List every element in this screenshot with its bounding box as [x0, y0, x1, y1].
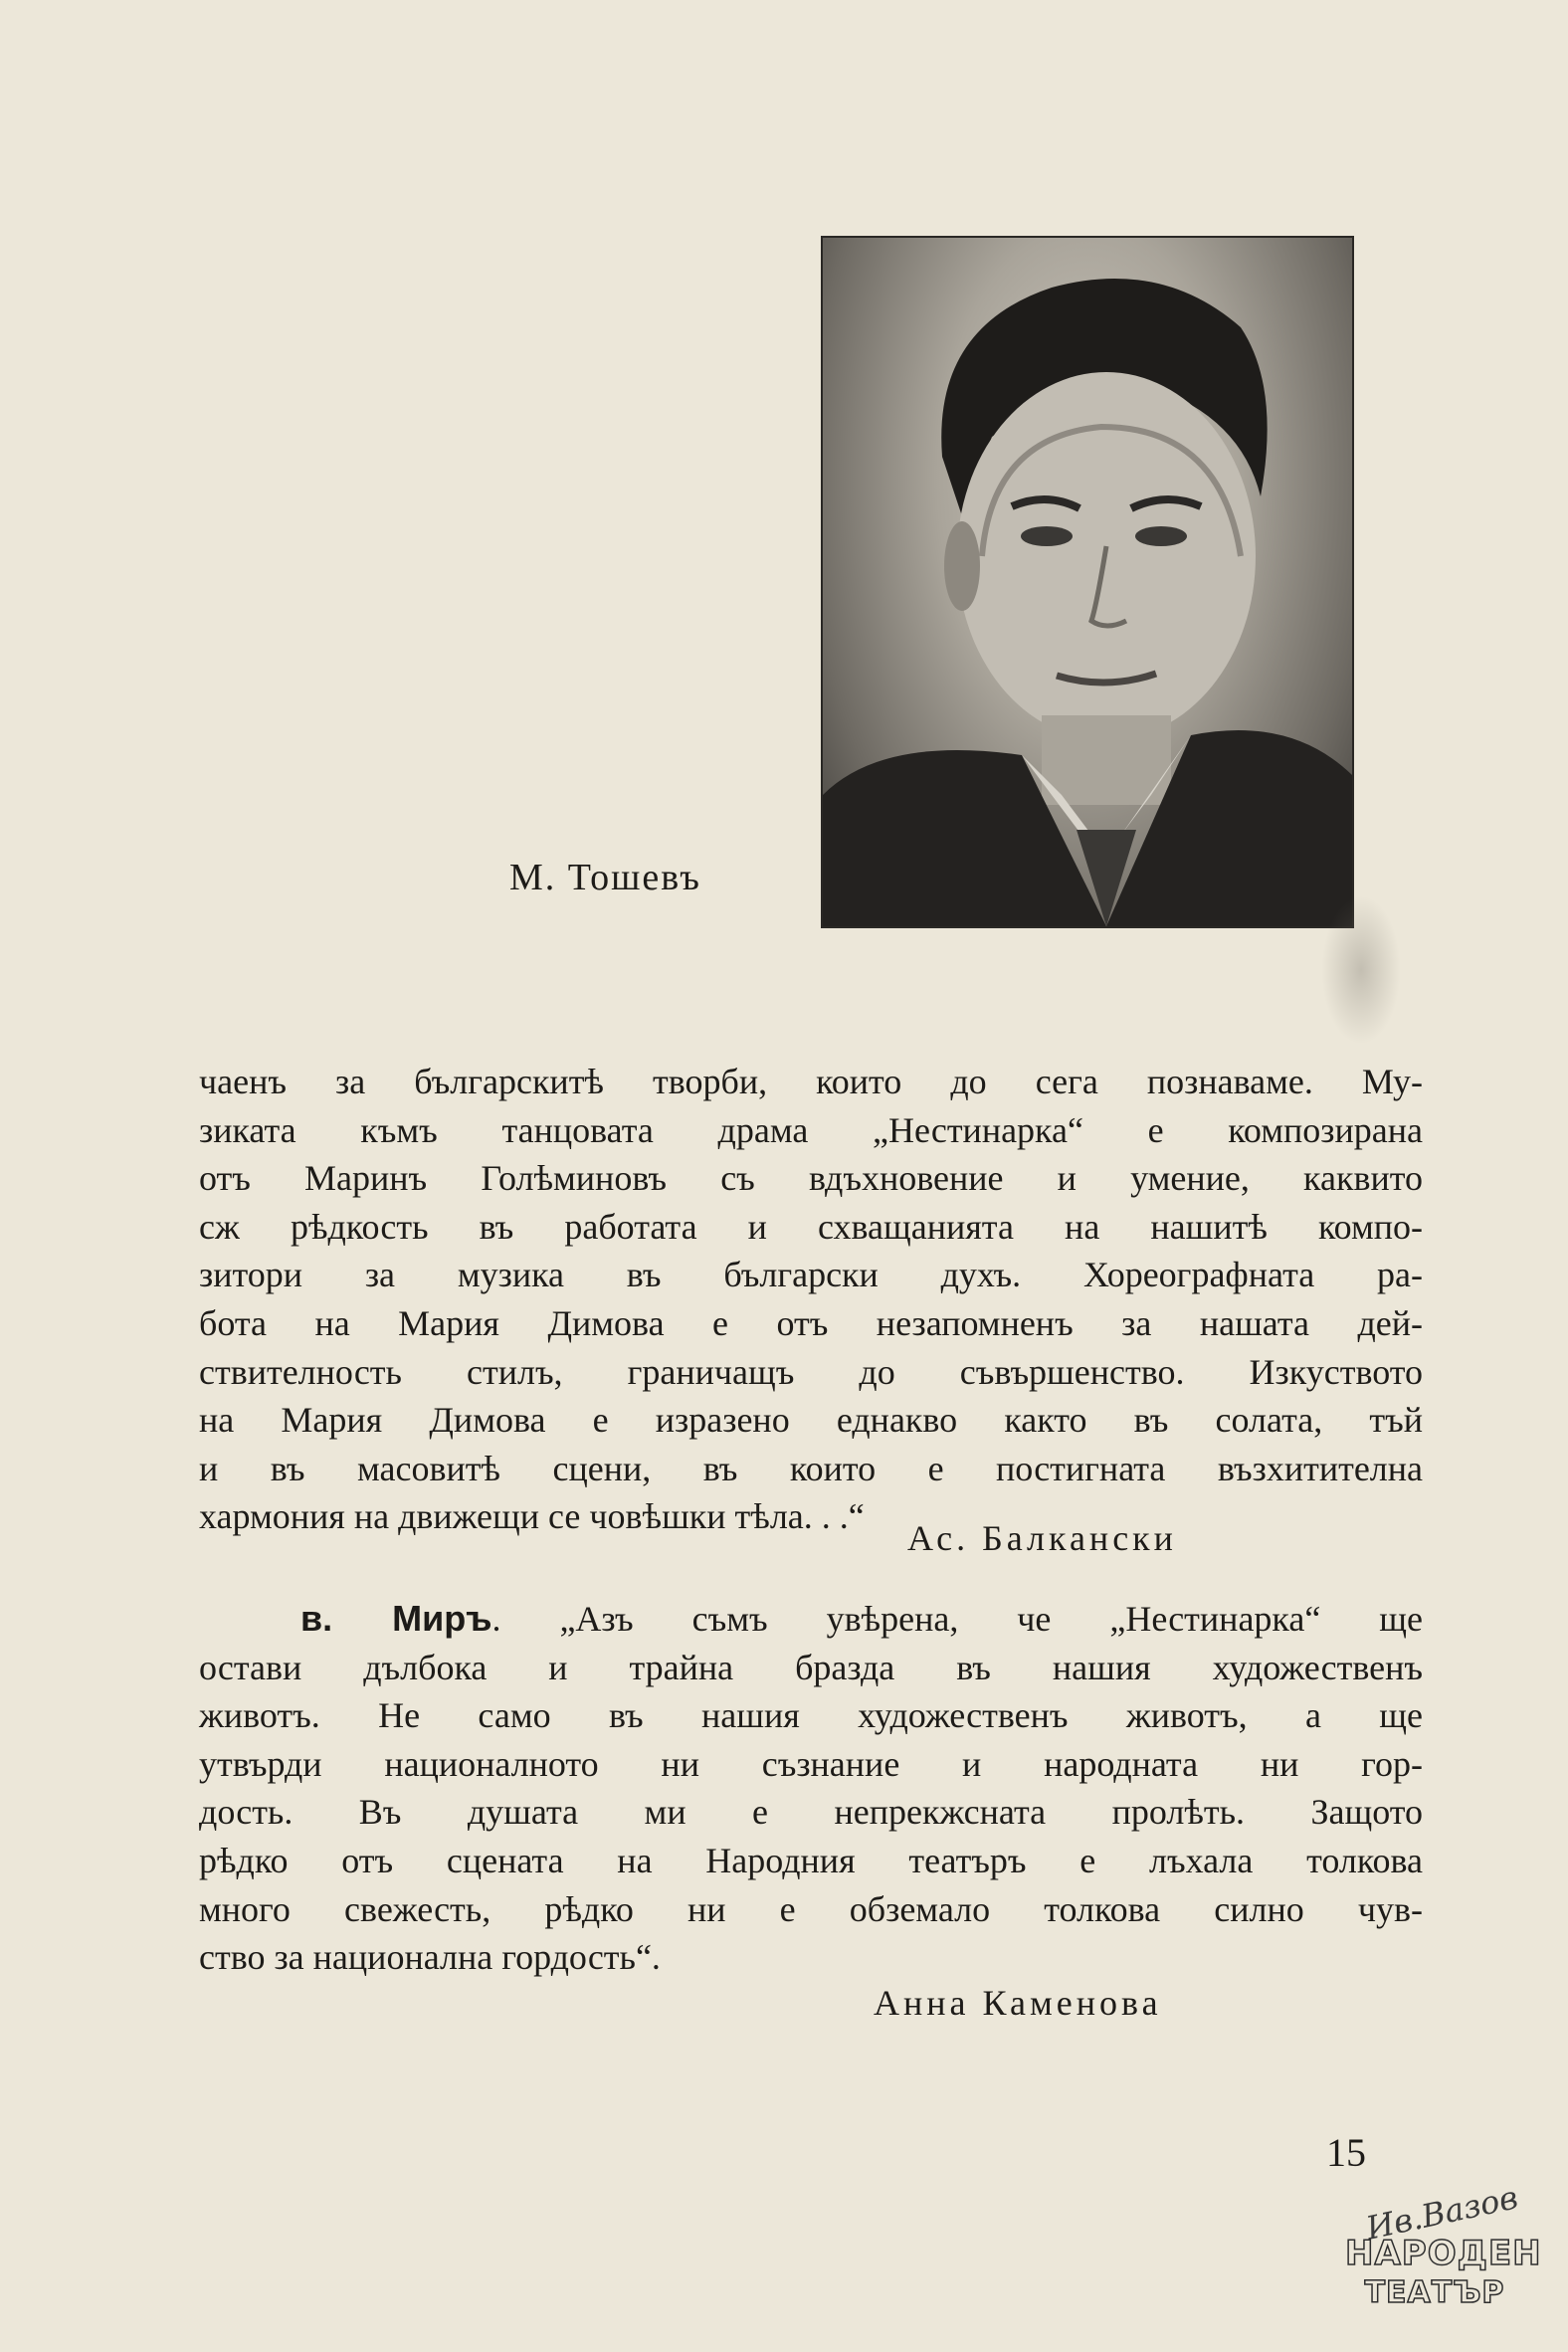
text-line: на Мария Димова е изразено еднакво както въ солата, тъй: [199, 1400, 1423, 1441]
text-line: зитори за музика въ български духъ. Хореографната ра-: [199, 1255, 1423, 1295]
text-line: рѣдко отъ сцената на Народния театъръ е лъхала толкова: [199, 1840, 1423, 1880]
text-line: утвърди националното ни съзнание и народната ни гор-: [199, 1743, 1423, 1784]
portrait-photo: [821, 236, 1354, 928]
text-line: много свежесть, рѣдко ни е обземало толкова силно чув-: [199, 1888, 1423, 1929]
text-line: остави дълбока и трайна бразда въ нашия художественъ: [199, 1647, 1423, 1687]
theatre-stamp-logo: [1345, 2178, 1542, 2323]
text-line: [199, 1595, 1423, 1644]
stamp-signature: Ив.Вазов: [1362, 2178, 1521, 2248]
text-line: хармония на движещи се човѣшки тѣла. . .“: [199, 1496, 865, 1537]
text-line: животъ. Не само въ нашия художественъ животъ, а ще: [199, 1695, 1423, 1736]
source-name: в. Миръ: [300, 1598, 492, 1639]
text-line: отъ Маринъ Голѣминовъ съ вдъхновение и умение, каквито: [199, 1158, 1423, 1199]
stamp-line-2: ТЕАТЪР: [1364, 2275, 1505, 2310]
text-line: дость. Въ душата ми е непрекжсната пролѣть. Защото: [199, 1792, 1423, 1833]
text-line: бота на Мария Димова е отъ незапомненъ за нашата дей-: [199, 1302, 1423, 1343]
text-line: зиката къмъ танцовата драма „Нестинарка“ е композирана: [199, 1109, 1423, 1150]
text-fragment: . „Азъ съмъ увѣрена, че „Нестинарка“ ще: [491, 1599, 1423, 1639]
text-line: ствителность стилъ, граничащъ до съвършенство. Изкуството: [199, 1351, 1423, 1392]
text-line: чаенъ за българскитѣ творби, които до сега познаваме. Му-: [199, 1062, 1423, 1101]
print-smudge: [1321, 895, 1401, 1045]
portrait-caption: М. Тошевъ: [509, 857, 701, 898]
review-2-text: [199, 1595, 1423, 1982]
stamp-line-1: НАРОДЕН: [1345, 2234, 1542, 2273]
review-2-signature: Анна Каменова: [874, 1983, 1162, 2023]
text-line: и въ масовитѣ сцени, въ които е постигната възхитителна: [199, 1448, 1423, 1488]
text-line: сж рѣдкость въ работата и схващанията на нашитѣ компо-: [199, 1206, 1423, 1247]
review-1-signature: Ас. Балкански: [907, 1518, 1177, 1558]
portrait-image: [823, 238, 1352, 926]
text-line: ство за национална гордость“.: [199, 1937, 661, 1978]
page-number: 15: [1326, 2130, 1366, 2175]
review-1-text: [199, 1058, 1423, 1541]
